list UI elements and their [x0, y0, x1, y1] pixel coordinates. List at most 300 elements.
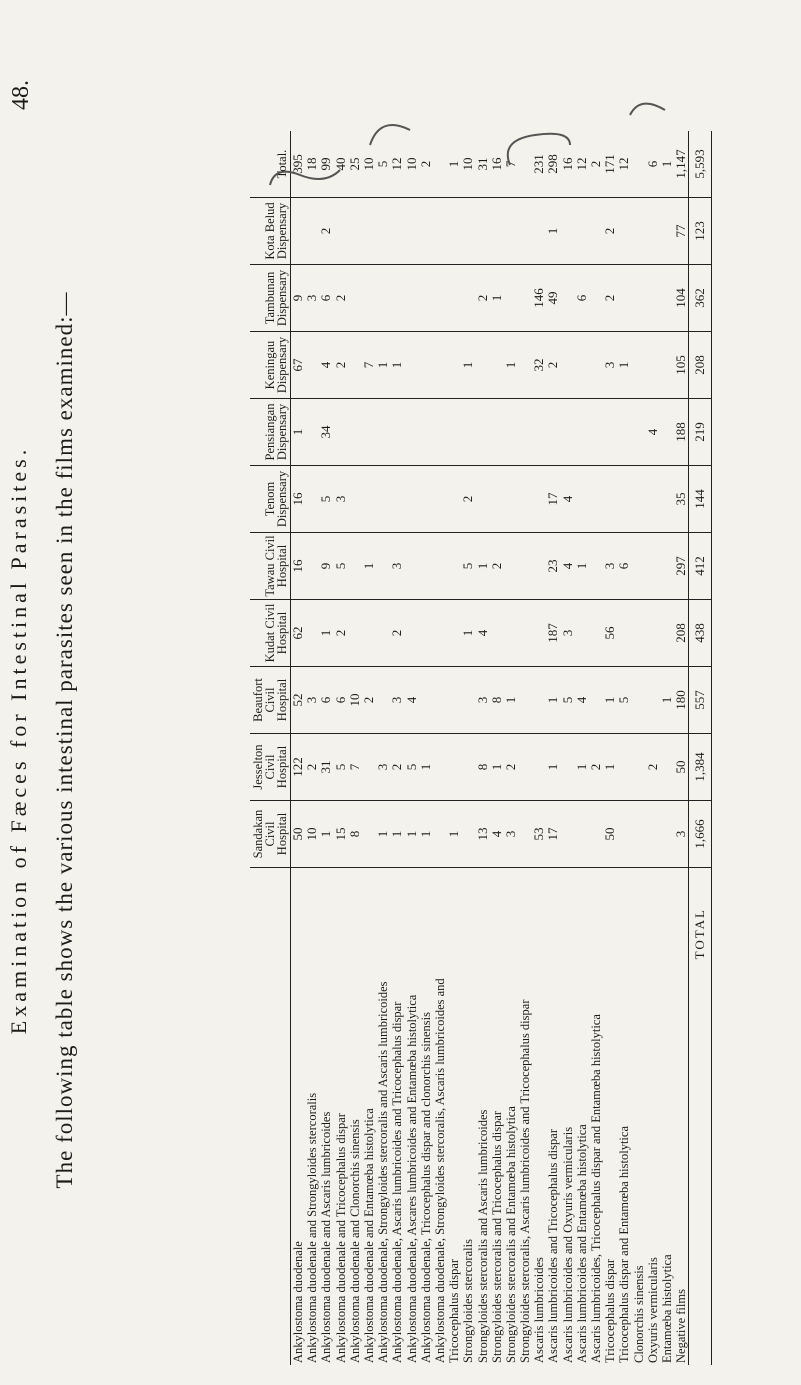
cell-value: 187 [546, 600, 560, 667]
cell-value: 2 [334, 332, 348, 399]
cell-value [405, 600, 419, 667]
cell-value [561, 265, 575, 332]
cell-value: 3 [305, 667, 319, 734]
row-label: Ankylostoma duodenale, Tricocephalus dispar and clonorchis sinensis [418, 1012, 433, 1363]
cell-value: 1 [461, 600, 475, 667]
cell-value: 1 [660, 667, 674, 734]
cell-value: 2 [603, 265, 617, 332]
cell-value: 105 [674, 332, 689, 399]
cell-value [348, 332, 362, 399]
cell-value: 3 [561, 600, 575, 667]
cell-value: 188 [674, 399, 689, 466]
cell-value: 2 [603, 198, 617, 265]
cell-value [589, 600, 603, 667]
cell-value [461, 265, 475, 332]
cell-value [518, 332, 532, 399]
cell-value: 3 [376, 734, 390, 801]
table-row [603, 131, 617, 1365]
cell-value: 2 [546, 332, 560, 399]
cell-value [632, 533, 646, 600]
cell-value: 1 [447, 801, 461, 868]
cell-value [504, 466, 518, 533]
cell-value [561, 399, 575, 466]
cell-value: 16 [291, 466, 306, 533]
cell-value: 438 [689, 600, 712, 667]
cell-value [660, 198, 674, 265]
cell-value: 5 [376, 131, 390, 198]
cell-value [390, 399, 404, 466]
cell-value [419, 533, 433, 600]
cell-value [291, 198, 306, 265]
cell-value [660, 801, 674, 868]
cell-value [305, 399, 319, 466]
column-header: Total. [250, 131, 291, 198]
cell-value: 3 [603, 533, 617, 600]
cell-value [433, 198, 447, 265]
cell-value [532, 600, 546, 667]
table-row [674, 131, 689, 1365]
cell-value [561, 198, 575, 265]
cell-value: 1,147 [674, 131, 689, 198]
cell-value: 122 [291, 734, 306, 801]
cell-value [646, 667, 660, 734]
cell-value [490, 399, 504, 466]
cell-value: 2 [319, 198, 333, 265]
cell-value: 2 [390, 734, 404, 801]
cell-value [575, 801, 589, 868]
row-label: Ankylostoma duodenale and Ascaris lumbricoides [319, 1111, 334, 1363]
margin-ink-marks [250, 5, 720, 205]
cell-value: 146 [532, 265, 546, 332]
row-label: Ascaris lumbricoides, Tricocephalus dispar and Entamœba histolytica [589, 1014, 604, 1363]
cell-value [632, 667, 646, 734]
cell-value: 1 [617, 332, 631, 399]
cell-value [390, 466, 404, 533]
cell-value: 50 [603, 801, 617, 868]
table-row [546, 131, 560, 1365]
cell-value [632, 600, 646, 667]
row-label: Ankylostoma duodenale, Strongyloides stercoralis and Ascaris lumbricoides [376, 981, 391, 1363]
column-header: Keningau Dispensary [250, 332, 291, 399]
cell-value [617, 265, 631, 332]
row-label: Ankylostoma duodenale, Ascaris lumbricoides and Tricocephalus dispar [390, 1001, 405, 1363]
row-label: Oxyuris vermicularis [645, 1257, 660, 1363]
cell-value: 2 [334, 600, 348, 667]
cell-value [348, 600, 362, 667]
cell-value [660, 265, 674, 332]
column-header: Pensiangan Dispensary [250, 399, 291, 466]
cell-value [362, 466, 376, 533]
table-row [561, 131, 575, 1365]
cell-value [405, 198, 419, 265]
cell-value: 4 [490, 801, 504, 868]
cell-value [362, 801, 376, 868]
cell-value: 50 [291, 801, 306, 868]
cell-value [419, 466, 433, 533]
cell-value [475, 198, 489, 265]
cell-value: 3 [674, 801, 689, 868]
row-label: Strongyloides stercoralis [461, 1239, 476, 1363]
cell-value [660, 466, 674, 533]
cell-value [419, 198, 433, 265]
cell-value [390, 198, 404, 265]
cell-value [504, 265, 518, 332]
cell-value [518, 533, 532, 600]
cell-value: 9 [291, 265, 306, 332]
cell-value [334, 198, 348, 265]
cell-value: 1 [504, 332, 518, 399]
cell-value: 3 [475, 667, 489, 734]
cell-value: 6 [319, 667, 333, 734]
cell-value: 1 [504, 667, 518, 734]
cell-value [589, 198, 603, 265]
cell-value [518, 466, 532, 533]
cell-value: 6 [646, 131, 660, 198]
cell-value: 4 [475, 600, 489, 667]
cell-value: 7 [348, 734, 362, 801]
row-label: Tricocephalus dispar and Entamœba histolytica [617, 1126, 632, 1363]
cell-value [632, 332, 646, 399]
cell-value: 1 [490, 734, 504, 801]
cell-value [490, 600, 504, 667]
cell-value: 1 [575, 533, 589, 600]
cell-value: 5,593 [689, 131, 712, 198]
cell-value [405, 332, 419, 399]
table-row [334, 131, 348, 1365]
cell-value: 171 [603, 131, 617, 198]
cell-value: 557 [689, 667, 712, 734]
cell-value: 34 [319, 399, 333, 466]
cell-value [575, 399, 589, 466]
cell-value [305, 466, 319, 533]
cell-value [490, 332, 504, 399]
cell-value [575, 600, 589, 667]
page-heading: Examination of Fæces for Intestinal Parasites. [6, 445, 31, 1035]
row-label: Strongyloides stercoralis and Ascaris lumbricoides [475, 1109, 490, 1363]
cell-value: 1 [405, 801, 419, 868]
column-header: Tambunan Dispensary [250, 265, 291, 332]
cell-value [433, 667, 447, 734]
cell-value [532, 734, 546, 801]
cell-value [305, 198, 319, 265]
cell-value: 1 [660, 131, 674, 198]
cell-value [561, 801, 575, 868]
cell-value [617, 399, 631, 466]
cell-value [390, 265, 404, 332]
cell-value [532, 399, 546, 466]
cell-value: 1 [390, 801, 404, 868]
cell-value: 144 [689, 466, 712, 533]
cell-value [419, 332, 433, 399]
table-row [532, 131, 546, 1365]
cell-value: 10 [305, 801, 319, 868]
table-row [362, 131, 376, 1365]
row-label: Negative films [674, 1289, 689, 1363]
cell-value: 6 [575, 265, 589, 332]
row-label: Ankylostoma duodenale and Strongyloides stercoralis [305, 1092, 320, 1363]
cell-value [433, 332, 447, 399]
cell-value [646, 801, 660, 868]
cell-value: 1,384 [689, 734, 712, 801]
cell-value [447, 198, 461, 265]
cell-value: 17 [546, 466, 560, 533]
cell-value: 5 [561, 667, 575, 734]
cell-value [632, 399, 646, 466]
cell-value [632, 734, 646, 801]
cell-value: 297 [674, 533, 689, 600]
cell-value [518, 734, 532, 801]
table-row [504, 131, 518, 1365]
cell-value: 2 [504, 734, 518, 801]
cell-value [362, 399, 376, 466]
row-label: Ascaris lumbricoides and Tricocephalus dispar [546, 1129, 561, 1363]
cell-value [532, 198, 546, 265]
cell-value [575, 332, 589, 399]
column-header: Beaufort Civil Hospital [250, 667, 291, 734]
cell-value: 52 [291, 667, 306, 734]
cell-value: 5 [334, 533, 348, 600]
cell-value: 35 [674, 466, 689, 533]
cell-value [646, 332, 660, 399]
table-row [419, 131, 433, 1365]
row-label: Ascaris lumbricoides and Oxyuris vermicularis [560, 1126, 575, 1363]
cell-value [617, 801, 631, 868]
cell-value [617, 198, 631, 265]
cell-value [603, 466, 617, 533]
cell-value: 5 [319, 466, 333, 533]
cell-value [646, 265, 660, 332]
column-header: Sandakan Civil Hospital [250, 801, 291, 868]
cell-value [617, 600, 631, 667]
cell-value: 49 [546, 265, 560, 332]
cell-value: 2 [305, 734, 319, 801]
cell-value [589, 533, 603, 600]
cell-value [447, 399, 461, 466]
cell-value: 1 [419, 734, 433, 801]
cell-value [589, 667, 603, 734]
cell-value [447, 265, 461, 332]
cell-value: 1 [546, 667, 560, 734]
table-row [660, 131, 674, 1365]
cell-value [362, 265, 376, 332]
cell-value [376, 466, 390, 533]
cell-value: 8 [475, 734, 489, 801]
cell-value [461, 801, 475, 868]
cell-value [405, 466, 419, 533]
cell-value [348, 198, 362, 265]
column-header: Kota Belud Dispensary [250, 198, 291, 265]
cell-value [348, 533, 362, 600]
cell-value [362, 600, 376, 667]
cell-value [660, 734, 674, 801]
cell-value: 2 [589, 734, 603, 801]
table-row [291, 131, 306, 1365]
cell-value [561, 332, 575, 399]
cell-value: 4 [561, 466, 575, 533]
cell-value: 395 [291, 131, 306, 198]
cell-value [490, 198, 504, 265]
total-row [689, 131, 712, 1365]
cell-value [632, 198, 646, 265]
cell-value [362, 734, 376, 801]
cell-value: 5 [405, 734, 419, 801]
cell-value [632, 466, 646, 533]
cell-value: 3 [504, 801, 518, 868]
cell-value [504, 399, 518, 466]
cell-value [334, 399, 348, 466]
cell-value: 7 [504, 131, 518, 198]
cell-value [632, 801, 646, 868]
row-label: Ankylostoma duodenale [291, 1241, 306, 1363]
parasite-table [250, 131, 712, 1365]
cell-value [348, 265, 362, 332]
cell-value: 15 [334, 801, 348, 868]
cell-value [405, 533, 419, 600]
cell-value [461, 399, 475, 466]
cell-value: 208 [689, 332, 712, 399]
cell-value [646, 533, 660, 600]
cell-value [362, 198, 376, 265]
intro-text: The following table shows the various intestinal parasites seen in the films examined:— [52, 291, 77, 1189]
page-number: 48. [8, 80, 34, 110]
cell-value [532, 533, 546, 600]
cell-value: 10 [348, 667, 362, 734]
cell-value: 3 [305, 265, 319, 332]
cell-value: 5 [617, 667, 631, 734]
cell-value [589, 801, 603, 868]
row-label: Ascaris lumbricoides and Entamœba histolytica [574, 1124, 589, 1363]
cell-value [447, 533, 461, 600]
row-label: Ankylostoma duodenale, Strongyloides stercoralis, Ascaris lumbricoides and [432, 978, 447, 1363]
table-row [319, 131, 333, 1365]
cell-value: 1 [603, 667, 617, 734]
cell-value: 362 [689, 265, 712, 332]
cell-value: 3 [603, 332, 617, 399]
cell-value [433, 801, 447, 868]
cell-value [518, 198, 532, 265]
cell-value [546, 399, 560, 466]
row-label: Strongyloides stercoralis and Tricocephalus dispar [489, 1110, 504, 1363]
cell-value: 1 [575, 734, 589, 801]
cell-value: 16 [291, 533, 306, 600]
table-row [461, 131, 475, 1365]
cell-value: 53 [532, 801, 546, 868]
cell-value: 5 [334, 734, 348, 801]
table-row [518, 131, 532, 1365]
cell-value [504, 600, 518, 667]
cell-value: 2 [490, 533, 504, 600]
cell-value [617, 466, 631, 533]
cell-value: 1 [376, 801, 390, 868]
cell-value [433, 466, 447, 533]
cell-value [561, 734, 575, 801]
row-label: Ankylostoma duodenale, Ascares lumbricoides and Entamœba histolytica [404, 994, 419, 1363]
cell-value: 99 [319, 131, 333, 198]
cell-value [532, 667, 546, 734]
cell-value [305, 332, 319, 399]
cell-value: 208 [674, 600, 689, 667]
cell-value [518, 399, 532, 466]
cell-value [589, 332, 603, 399]
row-label: Tricocephalus dispar [603, 1258, 618, 1363]
cell-value: 10 [362, 131, 376, 198]
cell-value: 3 [390, 533, 404, 600]
cell-value: 6 [319, 265, 333, 332]
cell-value [504, 533, 518, 600]
cell-value: 2 [362, 667, 376, 734]
cell-value [348, 466, 362, 533]
cell-value: 1 [546, 198, 560, 265]
cell-value [348, 399, 362, 466]
cell-value [490, 466, 504, 533]
cell-value: 1 [475, 533, 489, 600]
cell-value: 16 [561, 131, 575, 198]
cell-value: 8 [490, 667, 504, 734]
row-label: Strongyloides stercoralis and Entamœba histolytica [503, 1106, 518, 1363]
cell-value [419, 667, 433, 734]
cell-value: 1 [490, 265, 504, 332]
cell-value: 9 [319, 533, 333, 600]
cell-value [305, 533, 319, 600]
row-label: Tricocephalus dispar [447, 1258, 462, 1363]
cell-value [376, 265, 390, 332]
table-row [575, 131, 589, 1365]
cell-value [376, 667, 390, 734]
cell-value: 4 [575, 667, 589, 734]
cell-value [660, 533, 674, 600]
cell-value [603, 399, 617, 466]
cell-value [419, 399, 433, 466]
row-label: Clonorchis sinensis [631, 1265, 646, 1363]
cell-value: 18 [305, 131, 319, 198]
header-row [250, 131, 291, 1365]
cell-value: 231 [532, 131, 546, 198]
cell-value: 5 [461, 533, 475, 600]
cell-value [532, 466, 546, 533]
cell-value: 2 [589, 131, 603, 198]
cell-value: 3 [390, 667, 404, 734]
cell-value: 1 [447, 131, 461, 198]
table-row [433, 131, 447, 1365]
table-row [490, 131, 504, 1365]
cell-value: 123 [689, 198, 712, 265]
cell-value: 16 [490, 131, 504, 198]
cell-value [461, 667, 475, 734]
cell-value [518, 600, 532, 667]
cell-value: 32 [532, 332, 546, 399]
row-label: Ascaris lumbricoides [532, 1257, 547, 1363]
cell-value: 7 [362, 332, 376, 399]
table-row [390, 131, 404, 1365]
cell-value [518, 801, 532, 868]
cell-value: 1 [319, 801, 333, 868]
cell-value: 6 [617, 533, 631, 600]
cell-value [518, 265, 532, 332]
cell-value: 2 [461, 466, 475, 533]
cell-value: 1 [390, 332, 404, 399]
cell-value [475, 399, 489, 466]
cell-value: 2 [419, 131, 433, 198]
cell-value [617, 734, 631, 801]
cell-value: 10 [405, 131, 419, 198]
cell-value: 31 [319, 734, 333, 801]
cell-value [376, 399, 390, 466]
cell-value: 56 [603, 600, 617, 667]
row-label: Ankylostoma duodenale and Entamœba histolytica [362, 1108, 377, 1363]
row-label: Strongyloides stercoralis, Ascaris lumbricoides and Tricocephalus dispar [518, 999, 533, 1363]
cell-value [589, 466, 603, 533]
cell-value: 4 [646, 399, 660, 466]
